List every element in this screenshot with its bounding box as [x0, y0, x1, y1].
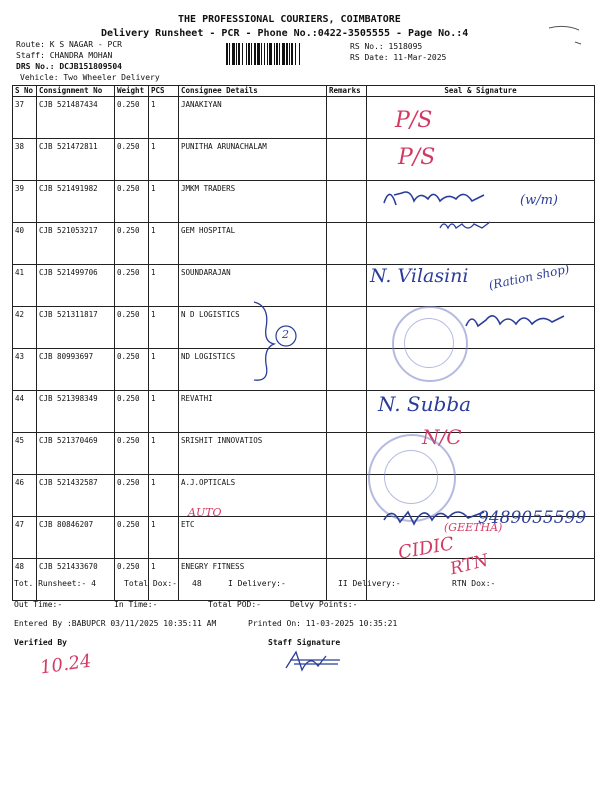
cell-pcs: 1 — [149, 307, 179, 349]
cell-weight: 0.250 — [115, 181, 149, 223]
verified-by: Verified By — [14, 638, 67, 647]
entered-by: Entered By :BABUPCR 03/11/2025 10:35:11 AM — [14, 619, 217, 628]
group-bracket-number: 2 — [282, 328, 289, 341]
cell-pcs: 1 — [149, 559, 179, 601]
cidic-mark: CIDIC — [396, 533, 456, 564]
drs-row — [16, 62, 122, 71]
sig-row-47-phone: 9489055599 — [478, 508, 587, 528]
cell-sno: 39 — [13, 181, 37, 223]
cell-weight: 0.250 — [115, 97, 149, 139]
col-consignee: Consignee Details — [179, 86, 327, 97]
cell-weight: 0.250 — [115, 433, 149, 475]
total-dox-label: Total Dox:- — [124, 579, 177, 588]
cell-consignee: REVATHI — [179, 391, 327, 433]
sig-row-44: N. Subba — [378, 392, 472, 416]
cell-consignee: GEM HOSPITAL — [179, 223, 327, 265]
runsheet-subtitle: Delivery Runsheet - PCR - Phone No.:0422-3505555 - Page No.:4 — [101, 28, 469, 39]
cell-remarks — [327, 391, 367, 433]
cell-pcs: 1 — [149, 97, 179, 139]
sig-row-47-auto: AUTO — [188, 506, 222, 519]
cell-consignment-no: CJB 521487434 — [37, 97, 115, 139]
cell-consignment-no: CJB 521053217 — [37, 223, 115, 265]
sig-row-38: P/S — [398, 145, 436, 170]
cell-consignee: JMKM TRADERS — [179, 181, 327, 223]
table-header-row — [13, 86, 595, 97]
staff-signature: Staff Signature — [268, 638, 341, 647]
cell-sno: 40 — [13, 223, 37, 265]
cell-pcs: 1 — [149, 139, 179, 181]
table-row — [13, 391, 595, 433]
sig-row-45: N/C — [422, 425, 462, 449]
col-remarks: Remarks — [327, 86, 367, 97]
out-time: Out Time:- — [14, 600, 63, 609]
cell-remarks — [327, 307, 367, 349]
cell-consignee: SRISHIT INNOVATIOS — [179, 433, 327, 475]
barcode — [226, 43, 344, 65]
cell-sno: 47 — [13, 517, 37, 559]
delvy-points: Delvy Points:- — [290, 600, 358, 609]
cell-remarks — [327, 97, 367, 139]
drs-value: DCJB151809504 — [59, 62, 122, 71]
cell-pcs: 1 — [149, 223, 179, 265]
cell-pcs: 1 — [149, 349, 179, 391]
rtn-mark: RTN — [448, 550, 491, 580]
cell-consignee: ENEGRY FITNESS — [179, 559, 327, 601]
sig-row-40-scribble — [436, 216, 496, 236]
cell-consignee: ETC — [179, 517, 327, 559]
cell-consignment-no: CJB 80993697 — [37, 349, 115, 391]
cell-sno: 38 — [13, 139, 37, 181]
cell-remarks — [327, 433, 367, 475]
cell-remarks — [327, 223, 367, 265]
cell-weight: 0.250 — [115, 559, 149, 601]
printed-on: Printed On: 11-03-2025 10:35:21 — [248, 619, 398, 628]
cell-pcs: 1 — [149, 391, 179, 433]
cell-consignment-no: CJB 521398349 — [37, 391, 115, 433]
sig-row-41-note: (Ration shop) — [487, 261, 571, 293]
cell-consignee: ND LOGISTICS — [179, 349, 327, 391]
cell-pcs: 1 — [149, 433, 179, 475]
cell-consignment-no: CJB 80846207 — [37, 517, 115, 559]
col-sno: S No — [13, 86, 37, 97]
company-stamp-1-inner — [404, 318, 454, 368]
sig-row-39-note: (w/m) — [520, 193, 558, 208]
cell-sno: 41 — [13, 265, 37, 307]
cell-weight: 0.250 — [115, 139, 149, 181]
drs-label: DRS No.: — [16, 62, 55, 71]
cell-consignment-no: CJB 521491982 — [37, 181, 115, 223]
cell-consignee: JANAKIYAN — [179, 97, 327, 139]
staff-signature-scribble — [280, 646, 350, 676]
table-row — [13, 181, 595, 223]
table-row — [13, 223, 595, 265]
cell-weight: 0.250 — [115, 475, 149, 517]
sig-row-37: P/S — [395, 108, 433, 133]
i-delivery: I Delivery:- — [228, 579, 286, 588]
rs-no: RS No.: 1518095 — [350, 42, 423, 51]
col-pcs: PCS — [149, 86, 179, 97]
cell-weight: 0.250 — [115, 349, 149, 391]
cell-remarks — [327, 265, 367, 307]
cell-remarks — [327, 139, 367, 181]
cell-consignment-no: CJB 521370469 — [37, 433, 115, 475]
cell-sno: 45 — [13, 433, 37, 475]
cell-consignment-no: CJB 521311817 — [37, 307, 115, 349]
sig-row-39-scribble — [380, 183, 490, 211]
sig-row-42-scribble — [460, 306, 570, 336]
cell-consignee: A.J.OPTICALS — [179, 475, 327, 517]
cell-weight: 0.250 — [115, 265, 149, 307]
cell-consignment-no: CJB 521472811 — [37, 139, 115, 181]
rtn-dox: RTN Dox:- — [452, 579, 496, 588]
verified-mark: 10.24 — [38, 650, 93, 679]
table-row — [13, 97, 595, 139]
cell-sno: 42 — [13, 307, 37, 349]
cell-weight: 0.250 — [115, 391, 149, 433]
route-text: Route: K S NAGAR - PCR — [16, 40, 122, 49]
cell-consignment-no: CJB 521432587 — [37, 475, 115, 517]
company-title: THE PROFESSIONAL COURIERS, COIMBATORE — [178, 14, 401, 25]
cell-sno: 37 — [13, 97, 37, 139]
rs-date: RS Date: 11-Mar-2025 — [350, 53, 447, 62]
cell-consignment-no: CJB 521433670 — [37, 559, 115, 601]
cell-consignment-no: CJB 521499706 — [37, 265, 115, 307]
in-time: In Time:- — [114, 600, 158, 609]
corner-scribble — [545, 20, 585, 50]
cell-consignee: SOUNDARAJAN — [179, 265, 327, 307]
table-row — [13, 559, 595, 601]
vehicle-text: Vehicle: Two Wheeler Delivery — [20, 73, 160, 82]
cell-weight: 0.250 — [115, 307, 149, 349]
group-bracket — [248, 298, 308, 388]
table-row — [13, 139, 595, 181]
cell-consignee: PUNITHA ARUNACHALAM — [179, 139, 327, 181]
ii-delivery: II Delivery:- — [338, 579, 401, 588]
cell-remarks — [327, 349, 367, 391]
col-signature: Seal & Signature — [367, 86, 595, 97]
sig-row-41: N. Vilasini — [370, 265, 469, 287]
cell-weight: 0.250 — [115, 223, 149, 265]
cell-remarks — [327, 475, 367, 517]
company-stamp-2-inner — [384, 450, 438, 504]
total-dox-value: 48 — [192, 579, 202, 588]
total-pod: Total POD:- — [208, 600, 261, 609]
sig-row-47-name: (GEETHA) — [444, 521, 503, 534]
cell-pcs: 1 — [149, 517, 179, 559]
cell-sno: 43 — [13, 349, 37, 391]
cell-consignee: N D LOGISTICS — [179, 307, 327, 349]
staff-text: Staff: CHANDRA MOHAN — [16, 51, 113, 60]
tot-runsheet: Tot. Runsheet:- 4 — [14, 579, 96, 588]
cell-weight: 0.250 — [115, 517, 149, 559]
cell-remarks — [327, 181, 367, 223]
cell-remarks — [327, 517, 367, 559]
col-weight: Weight — [115, 86, 149, 97]
cell-sno: 48 — [13, 559, 37, 601]
cell-pcs: 1 — [149, 181, 179, 223]
cell-pcs: 1 — [149, 475, 179, 517]
cell-pcs: 1 — [149, 265, 179, 307]
cell-sno: 44 — [13, 391, 37, 433]
cell-sno: 46 — [13, 475, 37, 517]
table-row — [13, 433, 595, 475]
col-consignment: Consignment No — [37, 86, 115, 97]
